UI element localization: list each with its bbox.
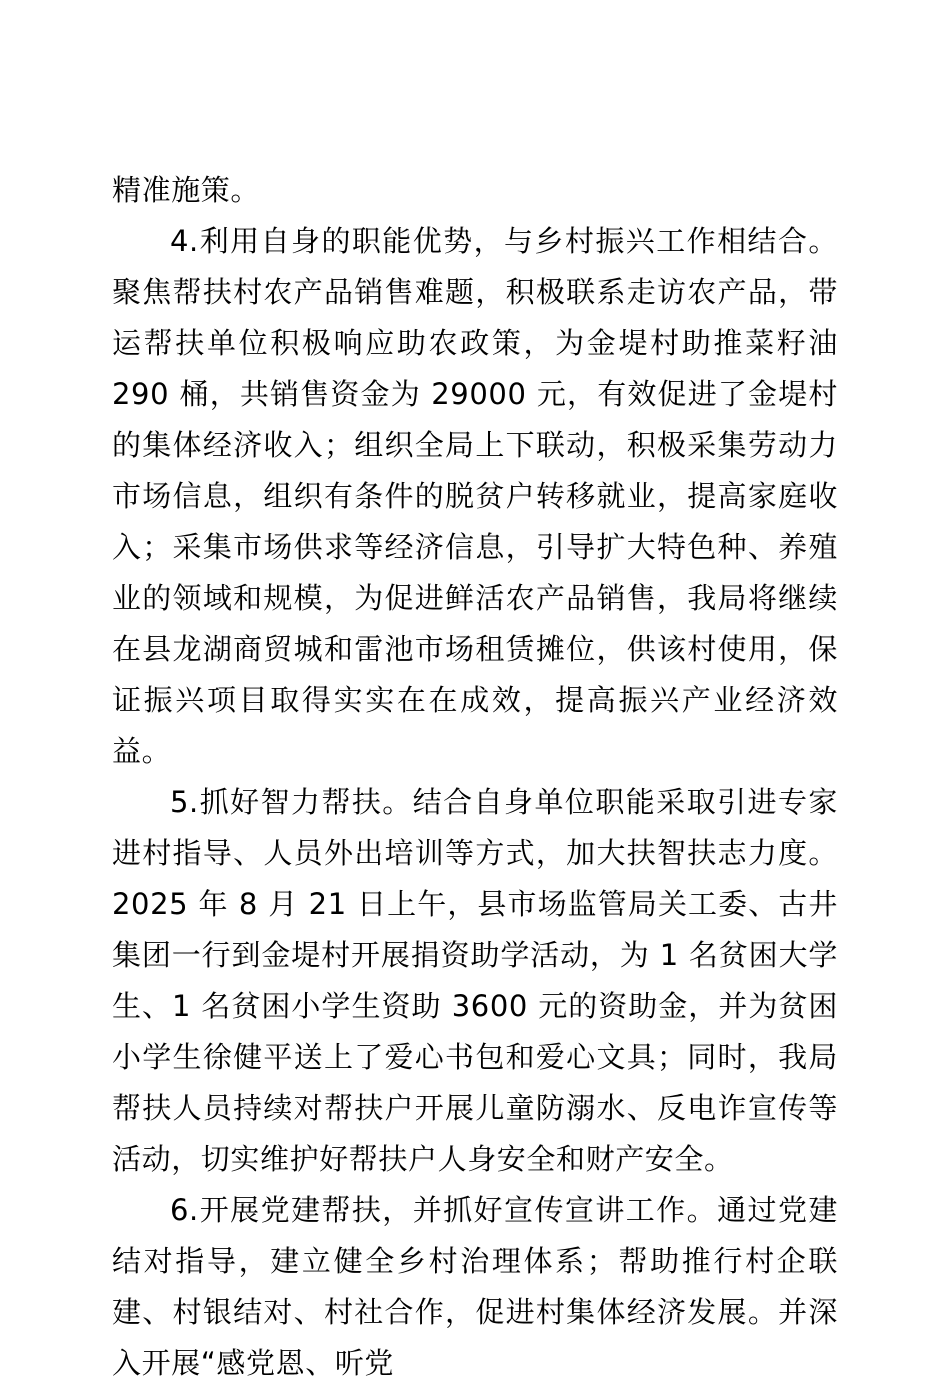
paragraph-item-4: 4.利用自身的职能优势，与乡村振兴工作相结合。聚焦帮扶村农产品销售难题，积极联系走访农产品，带运帮扶单位积极响应助农政策，为金堤村助推菜籽油 290 桶，共销售资金为 29000 元，有效促进了金堤村的集体经济收入；组织全局上下联动，积极采集劳动力市场信息，组织有条件的脱贫户转移就业，提高家庭收入；采集市场供求等经济信息，引导扩大特色种、养殖业的领域和规模，为促进鲜活农产品销售，我局将继续在县龙湖商贸城和雷池市场租赁摊位，供该村使用，保证振兴项目取得实实在在成效，提高振兴产业经济效益。: [112, 224, 838, 768]
paragraph-item-5: 5.抓好智力帮扶。结合自身单位职能采取引进专家进村指导、人员外出培训等方式，加大扶智扶志力度。2025 年 8 月 21 日上午，县市场监管局关工委、古井集团一行到金堤村开展捐资助学活动，为 1 名贫困大学生、1 名贫困小学生资助 3600 元的资助金，并为贫困小学生徐健平送上了爱心书包和爱心文具；同时，我局帮扶人员持续对帮扶户开展儿童防溺水、反电诈宣传等活动，切实维护好帮扶户人身安全和财产安全。: [112, 785, 838, 1176]
document-body: [112, 165, 838, 1389]
paragraph-continuation: 精准施策。: [112, 173, 261, 207]
paragraph-item-6: 6.开展党建帮扶，并抓好宣传宣讲工作。通过党建结对指导，建立健全乡村治理体系；帮助推行村企联建、村银结对、村社合作，促进村集体经济发展。并深入开展“感党恩、听党: [112, 1193, 838, 1380]
